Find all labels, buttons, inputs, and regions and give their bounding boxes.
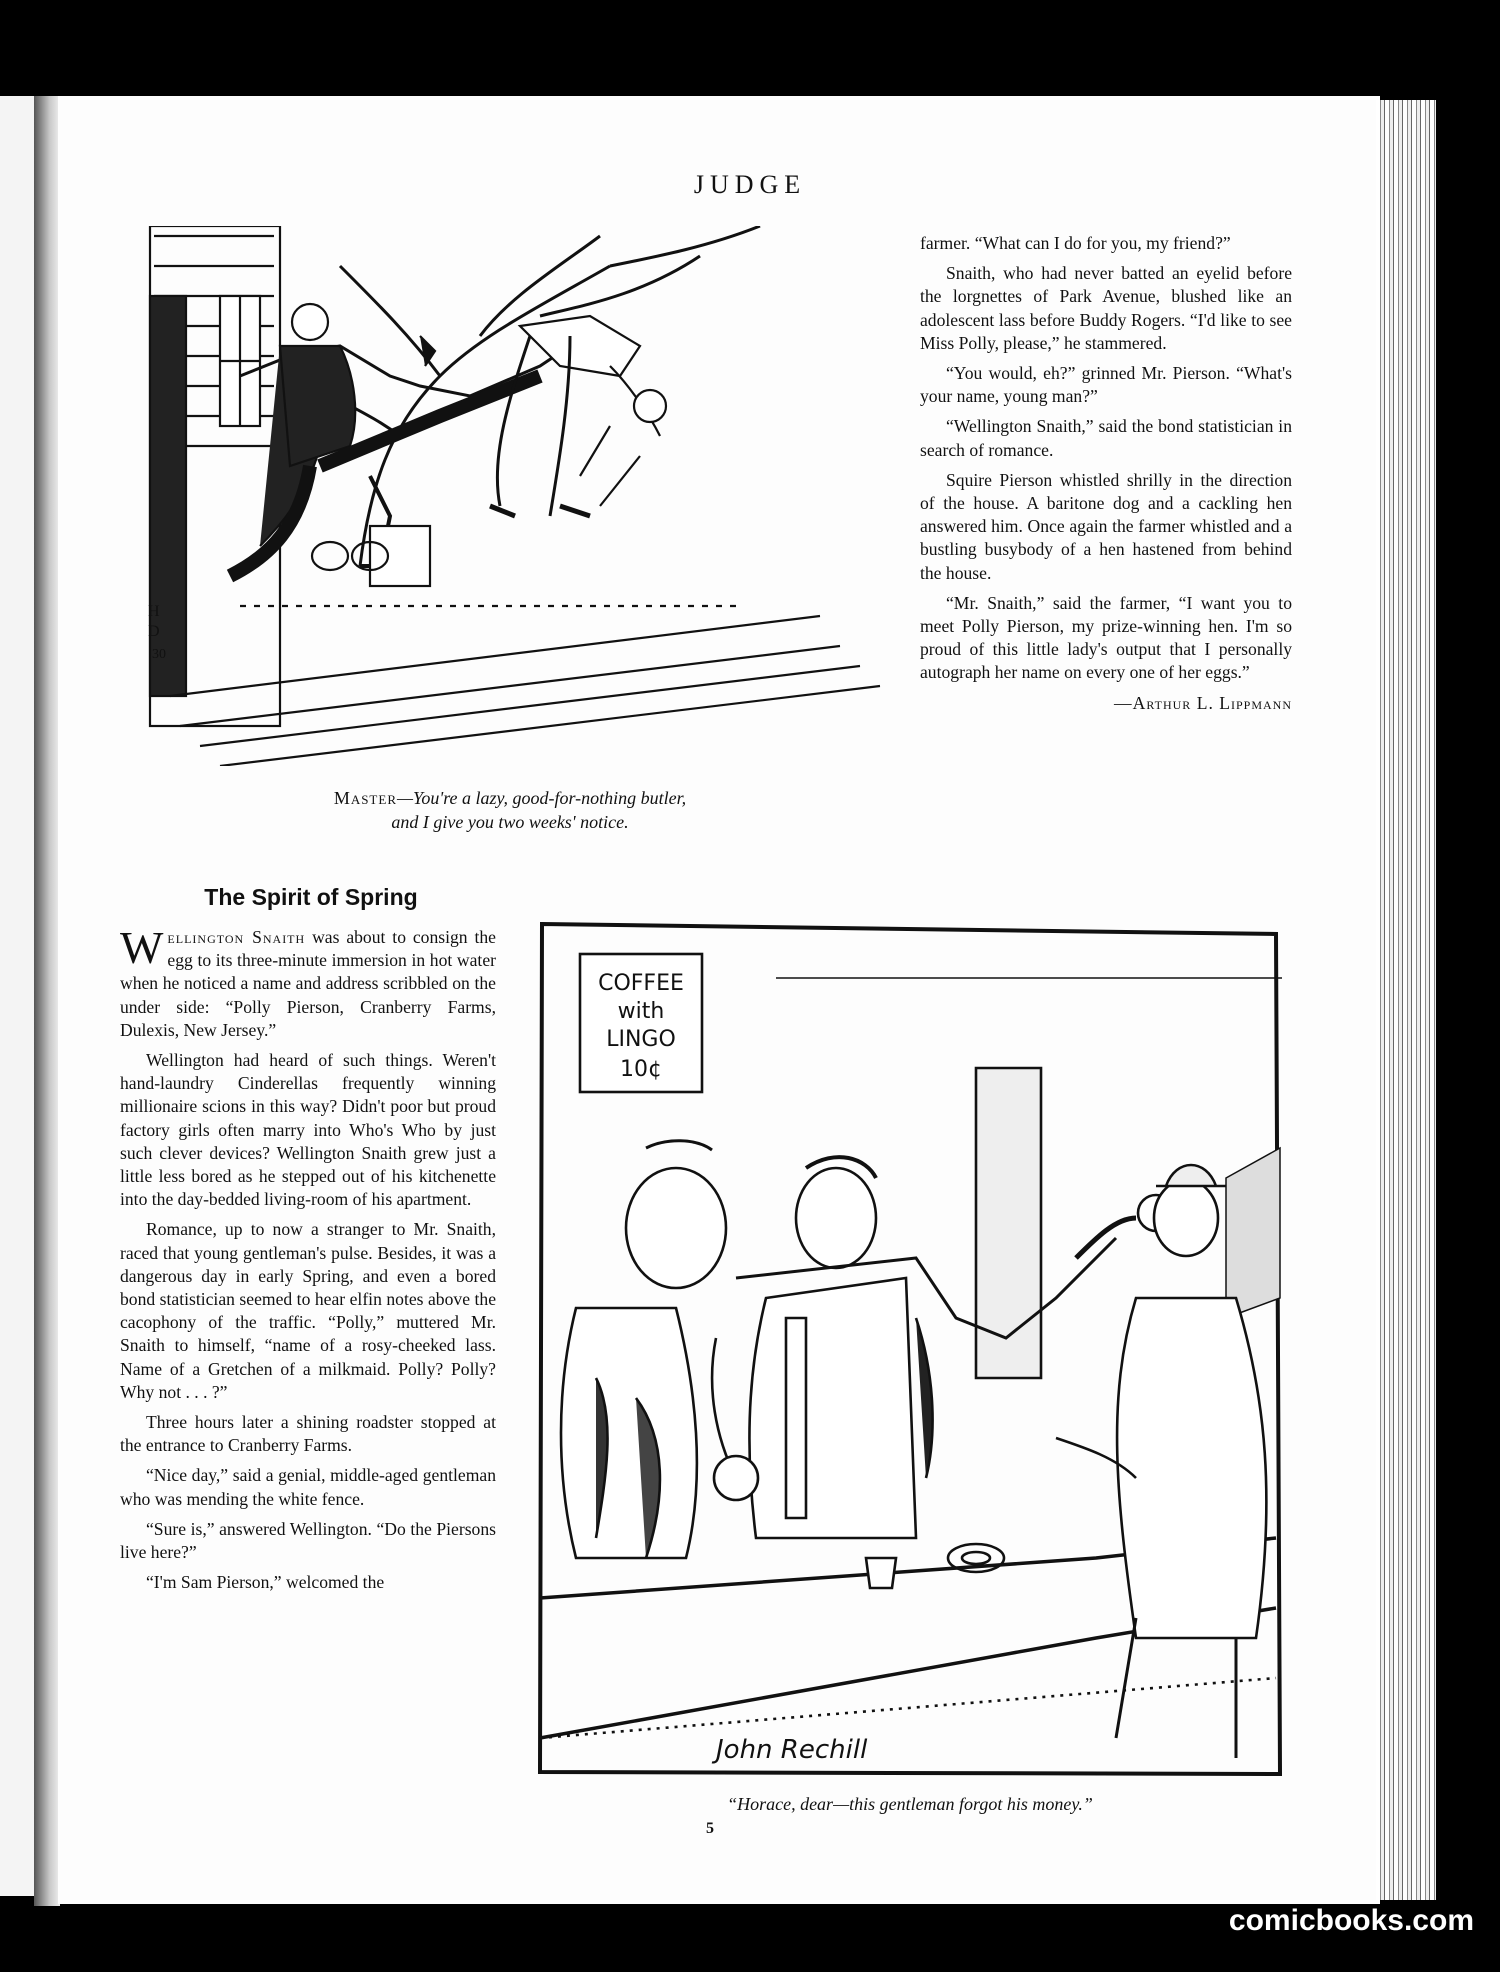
story-right-column — [920, 232, 1292, 715]
sign-line-1: COFFEE — [598, 971, 684, 996]
site-watermark: comicbooks.com — [1228, 1904, 1474, 1937]
svg-text:H: H — [148, 603, 160, 620]
facing-page-edge — [0, 96, 34, 1896]
page-number: 5 — [706, 1820, 714, 1837]
cartoon2-caption-text: “Horace, dear—this gentleman forgot his money.” — [727, 1794, 1093, 1814]
sign-line-2: with — [617, 999, 665, 1024]
opening-name: ellington Snaith — [167, 927, 306, 947]
story-opening-paragraph — [120, 922, 496, 1042]
sign-line-3: LINGO — [606, 1027, 676, 1052]
author-byline: —Arthur L. Lippmann — [1114, 692, 1292, 713]
binding-gutter — [34, 96, 60, 1906]
masthead: JUDGE — [693, 170, 807, 199]
butler-kick-cartoon — [140, 226, 885, 766]
story-paragraph: “You would, eh?” grinned Mr. Pierson. “What's your name, young man?” — [920, 363, 1292, 407]
story-paragraph: “Wellington Snaith,” said the bond statistician in search of romance. — [920, 416, 1292, 460]
cartoon1-signature: 30 — [152, 647, 166, 662]
coffee-counter-cartoon — [536, 918, 1282, 1778]
svg-text:D: D — [148, 623, 160, 640]
story-paragraph: Wellington had heard of such things. Weren't hand-laundry Cinderellas frequently winning millionaire scions in this way? Didn't poor but proud factory girls often marry into Who's Who by just such clever devices? Wellington Snaith grew just a little less bored as he stepped out of his kitchenette into the day-bedded living-room of his apartment. — [120, 1050, 496, 1210]
story-paragraph: “I'm Sam Pierson,” welcomed the — [146, 1572, 385, 1593]
story-paragraph: farmer. “What can I do for you, my friend?” — [920, 233, 1231, 253]
caption-line-1: —You're a lazy, good-for-nothing butler, — [397, 788, 687, 808]
story-paragraph: Romance, up to now a stranger to Mr. Snaith, raced that young gentleman's pulse. Besides, it was a dangerous day in early Spring, and even a bored bond statistician seemed to hear elfin notes above the cacophony of the traffic. “Polly,” muttered Mr. Snaith to himself, “name of a rosy-cheeked lass. Name of a Gretchen of a milkmaid. Polly? Polly? Why not . . . ?” — [120, 1219, 496, 1402]
cartoon1-caption — [250, 786, 770, 834]
story-paragraph: Snaith, who had never batted an eyelid before the lorgnettes of Park Avenue, blushed like an adolescent lass before Buddy Rogers. “I'd like to see Miss Polly, please,” he stammered. — [920, 263, 1292, 353]
caption-speaker: Master — [333, 788, 397, 808]
story-left-column — [120, 922, 496, 1601]
story-paragraph: “Mr. Snaith,” said the farmer, “I want you to meet Polly Pierson, my prize-winning hen. I'm so proud of this little lady's output that I personally autograph her name on every one of her eggs.” — [920, 592, 1292, 683]
sign-line-4: 10¢ — [620, 1057, 662, 1082]
story-paragraph: “Nice day,” said a genial, middle-aged gentleman who was mending the white fence. — [120, 1465, 496, 1509]
drop-cap: W — [120, 922, 164, 973]
stacked-page-edges — [1376, 100, 1436, 1900]
opening-text: was about to consign the egg to its three-minute immersion in hot water when he noticed a name and address scribbled on the under side: “Polly Pierson, Cranberry Farms, Dulexis, New Jersey.” — [120, 927, 496, 1040]
cartoon2-caption — [560, 1792, 1260, 1816]
story-paragraph: Squire Pierson whistled shrilly in the direction of the house. A baritone dog and a cackling hen answered him. Once again the farmer whistled and a bustling busybody of a hen hastened from behind the house. — [920, 469, 1292, 583]
caption-line-2: and I give you two weeks' notice. — [391, 812, 629, 832]
story-paragraph: “Sure is,” answered Wellington. “Do the Piersons live here?” — [120, 1518, 496, 1563]
cartoon2-signature: John Rechill — [716, 1735, 868, 1765]
story-title: The Spirit of Spring — [204, 884, 418, 910]
story-paragraph: Three hours later a shining roadster stopped at the entrance to Cranberry Farms. — [120, 1412, 496, 1456]
